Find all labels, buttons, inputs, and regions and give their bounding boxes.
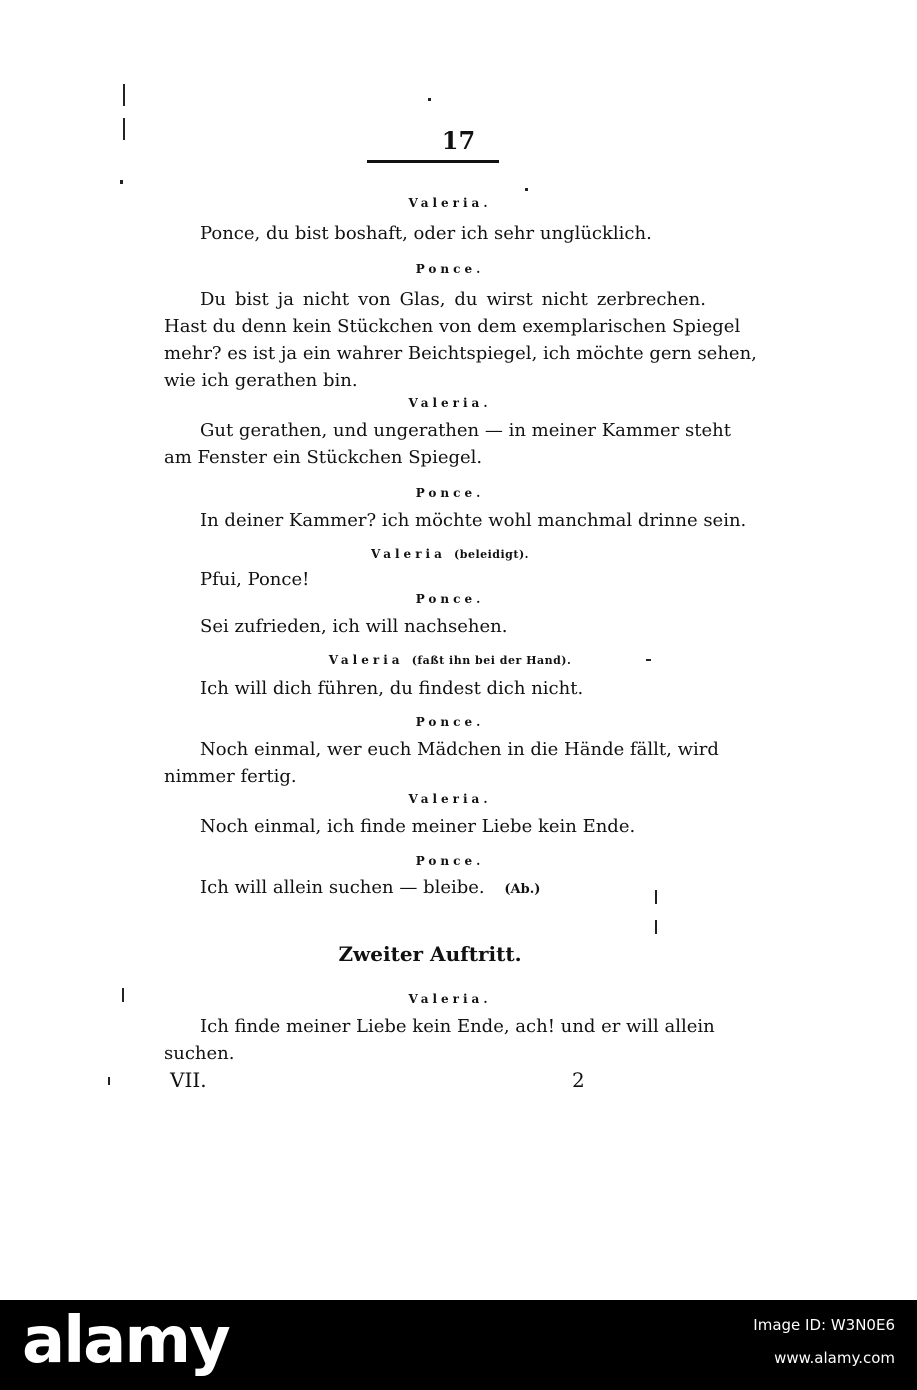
signature-mark: VII. bbox=[170, 1068, 207, 1092]
image-id: Image ID: W3N0E6 bbox=[753, 1316, 895, 1334]
dialogue-line: Ich will dich führen, du findest dich nicht. bbox=[200, 678, 584, 699]
speaker-name: Valeria bbox=[371, 547, 446, 561]
scan-speck bbox=[655, 920, 657, 934]
scan-speck bbox=[525, 188, 528, 191]
dialogue-line: mehr? es ist ja ein wahrer Beichtspiegel, ich möchte gern sehen, bbox=[164, 343, 757, 364]
speaker-label bbox=[0, 547, 900, 561]
speaker-label bbox=[0, 653, 900, 667]
scan-speck bbox=[655, 890, 657, 904]
dialogue-line: In deiner Kammer? ich möchte wohl manchmal drinne sein. bbox=[200, 510, 747, 531]
speaker-label: Valeria. bbox=[408, 196, 492, 210]
scan-speck bbox=[108, 1077, 110, 1085]
dialogue-line: nimmer fertig. bbox=[164, 766, 297, 787]
dialogue-line: suchen. bbox=[164, 1043, 235, 1064]
site-url: www.alamy.com bbox=[774, 1349, 895, 1367]
dialogue-line: Gut gerathen, und ungerathen — in meiner Kammer steht bbox=[200, 420, 731, 441]
scan-speck bbox=[428, 98, 431, 101]
dialogue-line: Ponce, du bist boshaft, oder ich sehr unglücklich. bbox=[200, 223, 652, 244]
scan-speck bbox=[123, 84, 125, 106]
dialogue-line: Ich finde meiner Liebe kein Ende, ach! und er will allein bbox=[200, 1016, 715, 1037]
dialogue-line: Noch einmal, wer euch Mädchen in die Hände fällt, wird bbox=[200, 739, 719, 760]
dialogue-line: Du bist ja nicht von Glas, du wirst nicht zerbrechen. bbox=[200, 289, 706, 310]
page-number: 17 bbox=[441, 126, 476, 155]
dialogue-line: am Fenster ein Stückchen Spiegel. bbox=[164, 447, 483, 468]
dialogue-line: Noch einmal, ich finde meiner Liebe kein Ende. bbox=[200, 816, 636, 837]
stage-direction: (Ab.) bbox=[504, 882, 541, 897]
brand-logo: alamy bbox=[22, 1304, 229, 1378]
speaker-label: Ponce. bbox=[415, 854, 485, 868]
stage-direction: (beleidigt). bbox=[454, 548, 529, 561]
speaker-label: Valeria. bbox=[408, 396, 492, 410]
dialogue-line: wie ich gerathen bin. bbox=[164, 370, 358, 391]
scan-speck bbox=[646, 659, 651, 661]
header-rule bbox=[367, 160, 499, 163]
speaker-label: Ponce. bbox=[415, 592, 485, 606]
dialogue-line bbox=[200, 877, 540, 898]
speaker-label: Ponce. bbox=[415, 262, 485, 276]
dialogue-text: Ich will allein suchen — bleibe. bbox=[200, 877, 485, 898]
dialogue-line: Hast du denn kein Stückchen von dem exemplarischen Spiegel bbox=[164, 316, 741, 337]
scene-heading: Zweiter Auftritt. bbox=[338, 942, 522, 966]
stage-direction: (faßt ihn bei der Hand). bbox=[411, 654, 572, 667]
speaker-label: Ponce. bbox=[415, 486, 485, 500]
scan-speck bbox=[123, 118, 125, 140]
speaker-label: Ponce. bbox=[415, 715, 485, 729]
scan-speck bbox=[120, 180, 123, 184]
speaker-name: Valeria bbox=[328, 653, 404, 667]
dialogue-line: Pfui, Ponce! bbox=[200, 569, 310, 590]
dialogue-line: Sei zufrieden, ich will nachsehen. bbox=[200, 616, 508, 637]
scan-speck bbox=[122, 988, 124, 1002]
speaker-label: Valeria. bbox=[408, 792, 492, 806]
speaker-label: Valeria. bbox=[408, 992, 492, 1006]
sheet-number: 2 bbox=[572, 1068, 585, 1092]
